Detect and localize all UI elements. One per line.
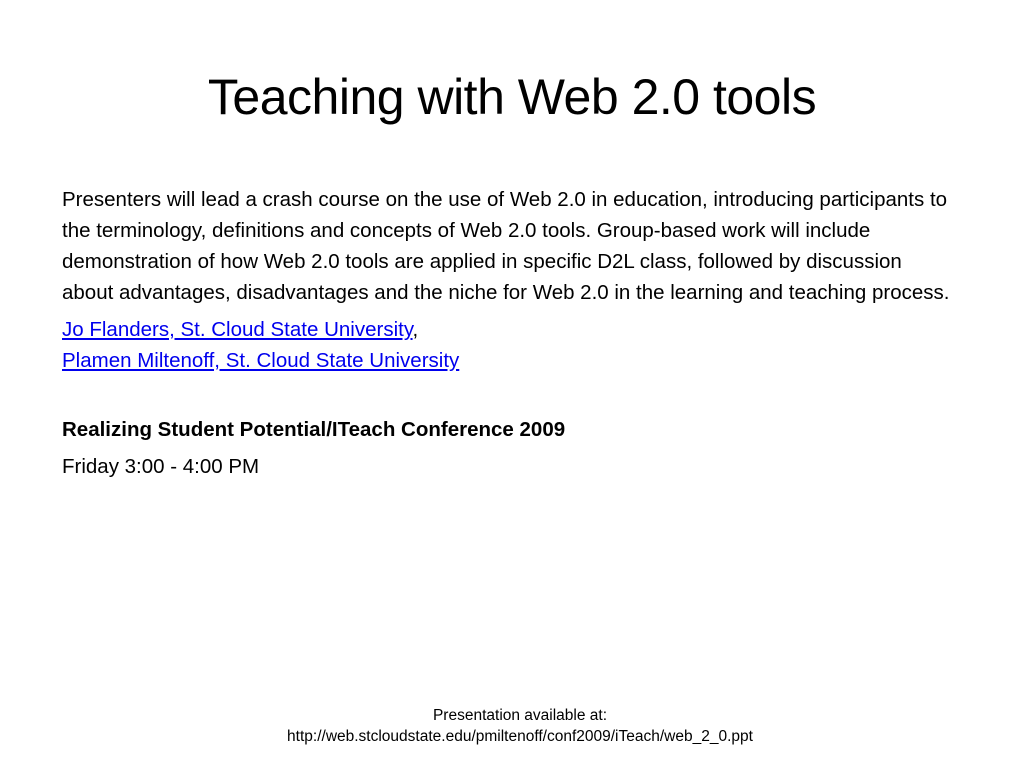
session-description: Presenters will lead a crash course on the use of Web 2.0 in education, introducing participants to the terminology, definitions and concepts of Web 2.0 tools. Group-based work will include demonstration of how Web 2.0 tools are applied in specific D2L class, followed by discussion about advantages, disadvantages and the niche for Web 2.0 in the learning and teaching process.	[62, 188, 950, 304]
slide-body	[62, 184, 952, 482]
author-separator: ,	[412, 318, 419, 341]
session-time: Friday 3:00 - 4:00 PM	[62, 455, 260, 478]
footer-url: http://web.stcloudstate.edu/pmiltenoff/conf2009/iTeach/web_2_0.ppt	[287, 728, 753, 745]
author-link-jo-flanders[interactable]: Jo Flanders, St. Cloud State University	[62, 318, 413, 341]
conference-name: Realizing Student Potential/ITeach Conference 2009	[62, 418, 566, 441]
author-link-plamen-miltenoff[interactable]: Plamen Miltenoff, St. Cloud State University	[62, 349, 460, 372]
author-list	[62, 314, 952, 376]
slide-footer	[0, 705, 1024, 747]
slide-title: Teaching with Web 2.0 tools	[207, 69, 817, 125]
footer-label: Presentation available at:	[432, 707, 608, 724]
